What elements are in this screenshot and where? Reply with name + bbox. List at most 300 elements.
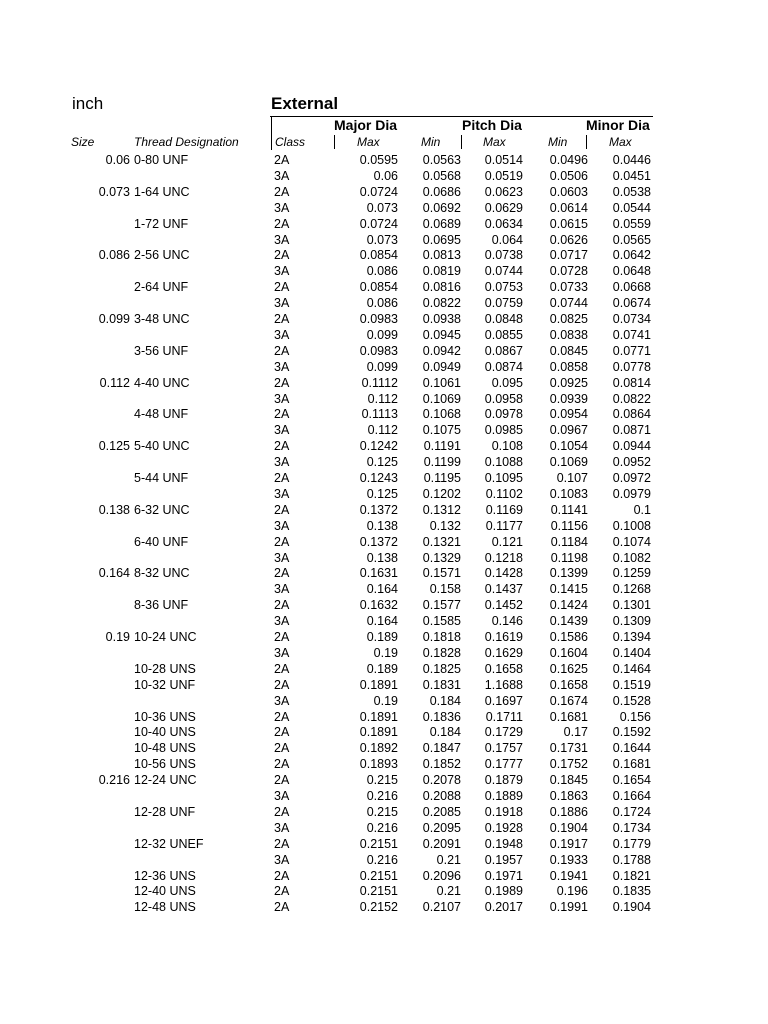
- class-cell: 2A: [274, 804, 290, 819]
- size-cell: 0.099: [98, 312, 130, 326]
- table-row: [0, 168, 768, 184]
- designation-cell: 3-48 UNC: [134, 312, 190, 326]
- minor-min-cell: 0.1681: [549, 709, 588, 724]
- minor-min-cell: 0.1904: [549, 820, 588, 835]
- unit-label: inch: [72, 94, 104, 113]
- designation-cell: 10-24 UNC: [134, 630, 197, 644]
- class-cell: 2A: [274, 534, 290, 549]
- minor-max-cell: 0.0979: [612, 486, 651, 501]
- class-cell: 2A: [274, 630, 290, 644]
- pitch-max-cell: 0.095: [491, 375, 523, 390]
- pitch-max-cell: 0.1629: [484, 645, 523, 660]
- class-cell: 3A: [274, 391, 290, 406]
- table-row: [0, 184, 768, 200]
- major-max-cell: 0.1112: [361, 375, 398, 390]
- class-cell: 3A: [274, 614, 290, 629]
- class-cell: 2A: [274, 184, 290, 199]
- designation-cell: 1-64 UNC: [134, 184, 190, 199]
- pitch-min-cell: 0.1818: [422, 630, 461, 644]
- pitch-max-cell: 0.1169: [485, 502, 523, 517]
- table-row: [0, 852, 768, 868]
- minor-max-cell: 0.1394: [612, 630, 651, 644]
- major-max-cell: 0.086: [366, 296, 398, 311]
- class-cell: 2A: [274, 868, 290, 883]
- pitch-min-cell: 0.0945: [422, 327, 461, 342]
- designation-cell: 12-24 UNC: [134, 773, 197, 788]
- table-row: [0, 613, 768, 629]
- pitch-max-cell: 0.0867: [484, 343, 523, 358]
- major-max-cell: 0.1113: [361, 407, 398, 422]
- size-column-header: Size: [71, 135, 95, 149]
- minor-min-cell: 0.0496: [549, 153, 588, 167]
- minor-min-cell: 0.1604: [549, 645, 588, 660]
- minor-min-cell: 0.0506: [549, 168, 588, 183]
- pitch-max-cell: 0.1218: [484, 550, 523, 565]
- pitch-min-cell: 0.1195: [423, 471, 461, 485]
- class-cell: 3A: [274, 693, 290, 708]
- major-max-cell: 0.1892: [359, 741, 398, 756]
- minor-max-cell: 0.1592: [612, 725, 651, 740]
- major-max-cell: 0.2151: [359, 884, 398, 899]
- pitch-min-cell: 0.0563: [422, 153, 461, 167]
- table-row: [0, 327, 768, 343]
- pitch-max-cell: 0.0978: [484, 407, 523, 422]
- class-cell: 3A: [274, 327, 290, 342]
- minor-max-cell: 0.1464: [612, 661, 651, 676]
- pitch-min-cell: 0.0816: [422, 280, 461, 295]
- designation-cell: 12-48 UNS: [134, 900, 196, 915]
- designation-cell: 6-32 UNC: [134, 502, 190, 517]
- pitch-max-cell: 0.0848: [484, 312, 523, 326]
- class-cell: 3A: [274, 820, 290, 835]
- minor-min-cell: 0.0825: [549, 312, 588, 326]
- minor-max-cell: 0.0952: [612, 455, 651, 470]
- class-cell: 3A: [274, 550, 290, 565]
- minor-max-cell: 0.1664: [612, 789, 651, 803]
- table-row: [0, 804, 768, 820]
- pitch-min-cell: 0.184: [429, 725, 461, 740]
- column-divider: [586, 135, 587, 149]
- major-max-cell: 0.1372: [359, 534, 398, 549]
- major-max-cell: 0.1891: [359, 677, 398, 692]
- pitch-min-cell: 0.2107: [422, 900, 461, 915]
- class-column-header: Class: [275, 135, 306, 149]
- table-row: [0, 740, 768, 756]
- minor-max-cell: 0.0446: [612, 153, 651, 167]
- column-divider: [334, 135, 335, 149]
- pitch-max-cell: 0.0958: [484, 391, 523, 406]
- class-cell: 2A: [274, 280, 290, 295]
- minor-max-cell: 0.1301: [612, 598, 651, 613]
- minor-dia-header: Minor Dia: [586, 117, 650, 133]
- class-cell: 3A: [274, 232, 290, 247]
- pitch-max-cell: 0.146: [491, 614, 523, 629]
- major-max-cell: 0.19: [373, 693, 398, 708]
- major-max-cell: 0.125: [366, 486, 398, 501]
- minor-max-cell: 0.1654: [612, 773, 651, 788]
- pitch-min-cell: 0.2085: [422, 804, 461, 819]
- pitch-max-cell: 0.1619: [484, 630, 523, 644]
- major-max-cell: 0.0983: [359, 312, 398, 326]
- class-cell: 2A: [274, 900, 290, 915]
- major-max-cell: 0.164: [366, 614, 398, 629]
- major-max-cell: 0.0983: [359, 343, 398, 358]
- designation-cell: 2-56 UNC: [134, 248, 190, 263]
- size-cell: 0.19: [105, 630, 130, 644]
- class-cell: 3A: [274, 296, 290, 311]
- minor-min-cell: 0.196: [556, 884, 588, 899]
- pitch-min-cell: 0.2078: [422, 773, 461, 788]
- minor-min-cell: 0.17: [563, 725, 588, 740]
- designation-cell: 0-80 UNF: [134, 153, 189, 167]
- section-title: External: [271, 94, 339, 113]
- designation-cell: 10-28 UNS: [134, 661, 196, 676]
- major-max-cell: 0.216: [366, 789, 398, 803]
- minor-max-cell: 0.1681: [612, 757, 651, 772]
- pitch-max-cell: 0.0759: [484, 296, 523, 311]
- minor-min-cell: 0.1658: [549, 677, 588, 692]
- table-row: [0, 788, 768, 804]
- major-max-cell: 0.112: [367, 391, 398, 406]
- pitch-min-cell: 0.1321: [422, 534, 461, 549]
- pitch-max-cell: 0.1095: [484, 471, 523, 485]
- class-cell: 3A: [274, 852, 290, 867]
- pitch-max-cell: 0.121: [491, 534, 523, 549]
- pitch-max-cell: 0.1452: [484, 598, 523, 613]
- pitch-min-cell: 0.0813: [422, 248, 461, 263]
- designation-cell: 12-32 UNEF: [134, 836, 204, 851]
- table-row: [0, 152, 768, 168]
- designation-cell: 1-72 UNF: [134, 216, 189, 231]
- minor-max-cell: 0.0565: [612, 232, 651, 247]
- table-row: [0, 311, 768, 327]
- minor-min-cell: 0.1198: [550, 550, 588, 565]
- minor-max-cell: 0.0559: [612, 216, 651, 231]
- minor-min-cell: 0.1674: [549, 693, 588, 708]
- pitch-min-cell: 0.1585: [422, 614, 461, 629]
- minor-max-cell: 0.1: [633, 502, 651, 517]
- pitch-min-cell: 0.0686: [422, 184, 461, 199]
- minor-min-cell: 0.0615: [549, 216, 588, 231]
- major-max-cell: 0.189: [366, 630, 398, 644]
- pitch-min-cell: 0.1577: [422, 598, 461, 613]
- pitch-min-cell: 0.1825: [422, 661, 461, 676]
- class-cell: 2A: [274, 439, 290, 454]
- class-cell: 2A: [274, 375, 290, 390]
- class-cell: 2A: [274, 153, 290, 167]
- major-max-cell: 0.073: [366, 232, 398, 247]
- minor-min-cell: 0.1731: [549, 741, 588, 756]
- table-row: [0, 820, 768, 836]
- minor-min-cell: 0.1991: [549, 900, 588, 915]
- major-max-cell: 0.099: [366, 359, 398, 374]
- major-max-cell: 0.0854: [359, 248, 398, 263]
- pitch-max-cell: 0.1948: [484, 836, 523, 851]
- minor-max-cell: 0.1309: [612, 614, 651, 629]
- pitch-max-cell: 0.1428: [484, 566, 523, 581]
- minor-min-cell: 0.1933: [549, 852, 588, 867]
- minor-min-cell: 0.1863: [549, 789, 588, 803]
- minor-max-cell: 0.0544: [612, 200, 651, 215]
- minor-min-cell: 0.1141: [550, 502, 588, 517]
- class-column-divider: [271, 116, 272, 150]
- class-cell: 2A: [274, 248, 290, 263]
- pitch-min-cell: 0.2095: [422, 820, 461, 835]
- table-row: [0, 406, 768, 422]
- table-row: [0, 565, 768, 581]
- minor-min-cell: 0.0845: [549, 343, 588, 358]
- major-max-cell: 0.099: [366, 327, 398, 342]
- major-max-cell: 0.215: [366, 773, 398, 788]
- pitch-min-cell: 0.1828: [422, 645, 461, 660]
- pitch-max-cell: 1.1688: [484, 677, 523, 692]
- pitch-max-cell: 0.0634: [484, 216, 523, 231]
- table-row: [0, 232, 768, 248]
- class-cell: 2A: [274, 677, 290, 692]
- size-cell: 0.164: [98, 566, 130, 581]
- pitch-min-cell: 0.1831: [422, 677, 461, 692]
- pitch-max-cell: 0.1777: [484, 757, 523, 772]
- pitch-min-cell: 0.0949: [422, 359, 461, 374]
- major-max-cell: 0.2151: [359, 868, 398, 883]
- table-row: [0, 534, 768, 550]
- major-max-cell: 0.0854: [359, 280, 398, 295]
- table-row: [0, 391, 768, 407]
- class-cell: 3A: [274, 455, 290, 470]
- pitch-max-cell: 0.0629: [484, 200, 523, 215]
- minor-max-cell: 0.1268: [612, 582, 651, 597]
- table-row: [0, 677, 768, 693]
- table-row: [0, 661, 768, 677]
- class-cell: 3A: [274, 423, 290, 438]
- minor-min-cell: 0.0603: [549, 184, 588, 199]
- designation-cell: 8-36 UNF: [134, 598, 189, 613]
- designation-cell: 10-56 UNS: [134, 757, 196, 772]
- pitch-max-cell: 0.1879: [484, 773, 523, 788]
- class-cell: 2A: [274, 757, 290, 772]
- major-max-column-header: Max: [357, 135, 380, 149]
- minor-min-cell: 0.1415: [549, 582, 588, 597]
- major-max-cell: 0.112: [367, 423, 398, 438]
- pitch-max-cell: 0.0738: [484, 248, 523, 263]
- pitch-min-cell: 0.1191: [423, 439, 461, 454]
- table-row: [0, 756, 768, 772]
- pitch-max-cell: 0.1729: [484, 725, 523, 740]
- pitch-max-cell: 0.1697: [484, 693, 523, 708]
- pitch-max-cell: 0.1957: [484, 852, 523, 867]
- minor-min-cell: 0.0626: [549, 232, 588, 247]
- class-cell: 3A: [274, 359, 290, 374]
- minor-min-cell: 0.0744: [549, 296, 588, 311]
- major-max-cell: 0.125: [366, 455, 398, 470]
- table-row: [0, 899, 768, 915]
- minor-max-cell: 0.1008: [612, 518, 651, 533]
- pitch-min-cell: 0.1312: [422, 502, 461, 517]
- table-row: [0, 597, 768, 613]
- minor-max-cell: 0.1724: [612, 804, 651, 819]
- class-cell: 3A: [274, 645, 290, 660]
- pitch-min-cell: 0.1075: [422, 423, 461, 438]
- minor-min-cell: 0.0939: [549, 391, 588, 406]
- minor-max-cell: 0.1074: [612, 534, 651, 549]
- class-cell: 2A: [274, 598, 290, 613]
- minor-max-cell: 0.0871: [612, 423, 651, 438]
- table-row: [0, 836, 768, 852]
- minor-min-cell: 0.0838: [549, 327, 588, 342]
- minor-max-cell: 0.1528: [612, 693, 651, 708]
- minor-min-cell: 0.1083: [549, 486, 588, 501]
- pitch-max-cell: 0.0874: [484, 359, 523, 374]
- table-row: [0, 470, 768, 486]
- minor-min-cell: 0.1399: [549, 566, 588, 581]
- minor-min-cell: 0.1845: [549, 773, 588, 788]
- pitch-min-cell: 0.1068: [422, 407, 461, 422]
- pitch-max-cell: 0.0985: [484, 423, 523, 438]
- designation-cell: 2-64 UNF: [134, 280, 189, 295]
- table-row: [0, 772, 768, 788]
- designation-cell: 12-28 UNF: [134, 804, 196, 819]
- table-row: [0, 343, 768, 359]
- major-max-cell: 0.1242: [359, 439, 398, 454]
- major-max-cell: 0.1243: [359, 471, 398, 485]
- designation-cell: 3-56 UNF: [134, 343, 189, 358]
- major-max-cell: 0.0724: [359, 184, 398, 199]
- designation-cell: 10-40 UNS: [134, 725, 196, 740]
- table-row: [0, 550, 768, 566]
- class-cell: 2A: [274, 709, 290, 724]
- minor-max-cell: 0.1259: [612, 566, 651, 581]
- pitch-max-cell: 0.1918: [484, 804, 523, 819]
- class-cell: 2A: [274, 661, 290, 676]
- major-max-cell: 0.2152: [359, 900, 398, 915]
- table-row: [0, 709, 768, 725]
- minor-max-cell: 0.0642: [612, 248, 651, 263]
- minor-min-cell: 0.1184: [550, 534, 588, 549]
- minor-min-cell: 0.0717: [549, 248, 588, 263]
- pitch-max-cell: 0.108: [491, 439, 523, 454]
- table-row: [0, 518, 768, 534]
- pitch-min-cell: 0.1836: [422, 709, 461, 724]
- minor-min-cell: 0.0733: [549, 280, 588, 295]
- designation-cell: 12-36 UNS: [134, 868, 196, 883]
- designation-cell: 5-44 UNF: [134, 471, 189, 485]
- major-max-cell: 0.06: [373, 168, 398, 183]
- major-max-cell: 0.073: [366, 200, 398, 215]
- major-max-cell: 0.138: [366, 550, 398, 565]
- pitch-max-cell: 0.1889: [484, 789, 523, 803]
- designation-cell: 10-36 UNS: [134, 709, 196, 724]
- minor-min-cell: 0.1752: [549, 757, 588, 772]
- minor-max-cell: 0.0734: [612, 312, 651, 326]
- class-cell: 2A: [274, 502, 290, 517]
- designation-cell: 6-40 UNF: [134, 534, 189, 549]
- major-max-cell: 0.1632: [359, 598, 398, 613]
- table-row: [0, 375, 768, 391]
- minor-min-column-header: Min: [548, 135, 568, 149]
- major-max-cell: 0.0595: [359, 153, 398, 167]
- minor-min-cell: 0.1886: [549, 804, 588, 819]
- major-max-cell: 0.1631: [359, 566, 398, 581]
- class-cell: 2A: [274, 216, 290, 231]
- designation-column-header: Thread Designation: [134, 135, 239, 149]
- pitch-min-cell: 0.0692: [422, 200, 461, 215]
- pitch-max-cell: 0.0744: [484, 264, 523, 279]
- minor-max-cell: 0.1644: [612, 741, 651, 756]
- pitch-min-cell: 0.0942: [422, 343, 461, 358]
- minor-min-cell: 0.0614: [549, 200, 588, 215]
- major-max-cell: 0.2151: [359, 836, 398, 851]
- minor-min-cell: 0.1424: [549, 598, 588, 613]
- minor-max-cell: 0.0674: [612, 296, 651, 311]
- table-row: [0, 200, 768, 216]
- major-max-cell: 0.0724: [359, 216, 398, 231]
- class-cell: 2A: [274, 471, 290, 485]
- major-max-cell: 0.1372: [359, 502, 398, 517]
- table-row: [0, 422, 768, 438]
- pitch-min-cell: 0.132: [429, 518, 461, 533]
- major-max-cell: 0.19: [373, 645, 398, 660]
- table-row: [0, 279, 768, 295]
- pitch-min-cell: 0.1199: [423, 455, 461, 470]
- minor-max-cell: 0.0778: [612, 359, 651, 374]
- pitch-min-cell: 0.21: [436, 884, 461, 899]
- pitch-min-cell: 0.2091: [422, 836, 461, 851]
- pitch-max-cell: 0.1437: [484, 582, 523, 597]
- class-cell: 3A: [274, 168, 290, 183]
- pitch-min-cell: 0.158: [429, 582, 461, 597]
- pitch-min-cell: 0.0822: [422, 296, 461, 311]
- pitch-max-cell: 0.1177: [485, 518, 523, 533]
- designation-cell: 8-32 UNC: [134, 566, 190, 581]
- minor-min-cell: 0.1941: [549, 868, 588, 883]
- pitch-max-cell: 0.064: [491, 232, 523, 247]
- designation-cell: 4-40 UNC: [134, 375, 190, 390]
- pitch-max-cell: 0.1102: [485, 486, 523, 501]
- pitch-max-column-header: Max: [483, 135, 506, 149]
- major-max-cell: 0.1891: [359, 709, 398, 724]
- minor-min-cell: 0.107: [556, 471, 588, 485]
- major-max-cell: 0.215: [366, 804, 398, 819]
- class-cell: 3A: [274, 582, 290, 597]
- minor-max-cell: 0.156: [619, 709, 651, 724]
- pitch-min-cell: 0.0938: [422, 312, 461, 326]
- major-max-cell: 0.1893: [359, 757, 398, 772]
- pitch-min-cell: 0.2096: [422, 868, 461, 883]
- table-row: [0, 868, 768, 884]
- major-max-cell: 0.216: [366, 852, 398, 867]
- major-max-cell: 0.138: [366, 518, 398, 533]
- minor-max-cell: 0.0822: [612, 391, 651, 406]
- minor-max-cell: 0.1788: [612, 852, 651, 867]
- pitch-min-cell: 0.1852: [422, 757, 461, 772]
- minor-max-cell: 0.1904: [612, 900, 651, 915]
- pitch-max-cell: 0.2017: [484, 900, 523, 915]
- table-row: [0, 295, 768, 311]
- table-row: [0, 581, 768, 597]
- designation-cell: 10-32 UNF: [134, 677, 196, 692]
- pitch-min-cell: 0.1202: [422, 486, 461, 501]
- minor-max-cell: 0.0972: [612, 471, 651, 485]
- minor-min-cell: 0.1917: [549, 836, 588, 851]
- pitch-max-cell: 0.1971: [484, 868, 523, 883]
- class-cell: 3A: [274, 200, 290, 215]
- pitch-min-column-header: Min: [421, 135, 441, 149]
- pitch-min-cell: 0.184: [429, 693, 461, 708]
- table-row: [0, 645, 768, 661]
- minor-max-cell: 0.1835: [612, 884, 651, 899]
- pitch-min-cell: 0.1069: [422, 391, 461, 406]
- designation-cell: 4-48 UNF: [134, 407, 189, 422]
